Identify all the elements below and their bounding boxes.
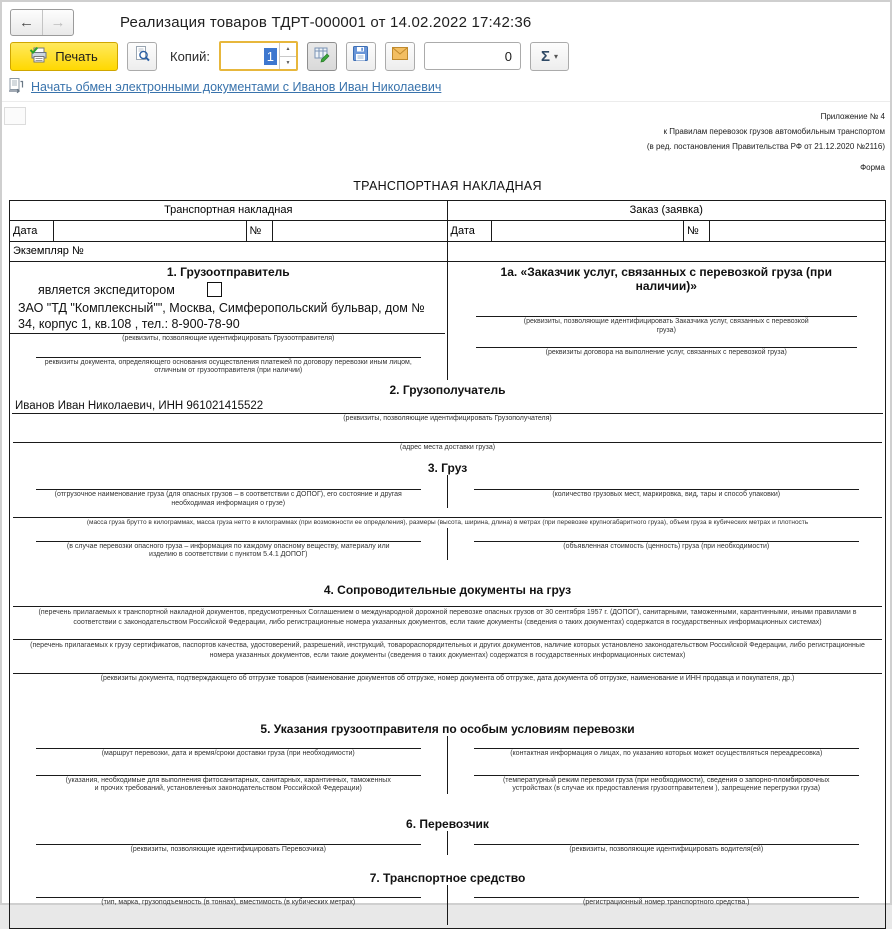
table-pencil-icon (314, 46, 330, 67)
dangerous-cargo-cell (10, 528, 448, 560)
section-3-heading: 3. Груз (427, 461, 468, 475)
chevron-down-icon: ▾ (553, 51, 558, 61)
spin-up-button[interactable] (280, 43, 296, 57)
forward-arrow-icon: → (50, 13, 66, 31)
consignor-value: ЗАО "ТД "Комплексный"", Москва, Симферопольский бульвар, дом № 34, корпус 1, кв.108 , тел.: 8-900-78-90 (10, 300, 445, 334)
vehicle-reg-cell (448, 885, 886, 925)
section-7-vehicle (10, 868, 885, 928)
consignor-column (10, 262, 448, 380)
sum-field[interactable] (424, 42, 521, 70)
cargo-name-cell (10, 475, 448, 508)
driver-cell (448, 831, 886, 855)
cargo-mass-hint: (масса груза брутто в килограммах, масса груза нетто в килограммах (при возможности ее определения), размеры (высота, ширина, длина) в метрах (при перевозке крупногабаритного груза), объем груза в кубических метрах и плотность (86, 519, 809, 526)
declared-value-cell (448, 528, 886, 560)
history-nav (10, 9, 74, 36)
floppy-icon (353, 46, 368, 66)
redirect-contact-cell (448, 736, 886, 759)
section-3-cargo (10, 458, 885, 580)
temperature-hint: (температурный режим перевозки груза (при необходимости), сведения о запорно-пломбировочных устройствах (в случае их предоставления грузоотправителем ), запрещение перегрузки груза) (502, 776, 830, 792)
service-contract-hint: (реквизиты договора на выполнение услуг, связанных с перевозкой груза) (545, 349, 787, 356)
temperature-cell (448, 759, 886, 794)
conditions-row-1 (10, 736, 885, 759)
carrier-hint: (реквизиты, позволяющие идентифицировать Перевозчика) (130, 846, 326, 853)
section-6-heading: 6. Перевозчик (406, 817, 489, 831)
edi-exchange-icon (8, 77, 24, 98)
declared-value-hint: (объявленная стоимость (ценность) груза (при необходимости) (563, 542, 770, 550)
order-header-cell: Заказ (заявка) (629, 204, 703, 216)
number-value-cell (273, 221, 448, 241)
edi-row (2, 76, 890, 101)
shipment-document-hint: (реквизиты документа, подтверждающего об отгрузке товаров (наименование документов об отгрузке, номер документа об отгрузке, дата документа об отгрузке, наименование и ИНН продавца и покупателя, др.) (100, 675, 795, 682)
consignee-hint: (реквизиты, позволяющие идентифицировать Грузополучателя) (343, 415, 552, 422)
section-1a-heading: 1а. «Заказчик услуг, связанных с перевозкой груза (при наличии)» (500, 265, 832, 293)
save-button[interactable] (346, 42, 376, 71)
consignor-payment-hint: реквизиты документа, определяющего основания осуществления платежей по договору перевозки иным лицом, отличным от грузоотправителя (при наличии) (44, 358, 412, 374)
dangerous-cargo-hint: (в случае перевозки опасного груза – информация по каждому опасному веществу, материалу или изделию в соответствии с пунктом 5.4.1 ДОПОГ) (66, 542, 390, 558)
section-5-special-conditions (10, 714, 885, 814)
back-arrow-icon: ← (19, 13, 34, 31)
copy-number-value-cell (448, 242, 886, 261)
sanitary-cell (10, 759, 448, 794)
copy-number-label: Экземпляр № (10, 242, 448, 261)
vehicle-row (10, 885, 885, 925)
service-customer-column (448, 262, 886, 380)
section-4-documents (10, 580, 885, 714)
form-header-row (10, 201, 885, 221)
carrier-row (10, 831, 885, 855)
conditions-row-2 (10, 759, 885, 794)
edition-line: (в ред. постановления Правительства РФ от 21.12.2020 №2116) (646, 142, 885, 151)
print-button-label: Печать (55, 48, 98, 64)
copies-spin-buttons (279, 43, 296, 69)
date-label: Дата (10, 221, 54, 241)
copies-label: Копий: (170, 48, 210, 64)
expeditor-row (10, 279, 447, 300)
cargo-packing-cell (448, 475, 886, 508)
section-2-consignee (10, 380, 885, 458)
adr-documents-hint: (перечень прилагаемых к транспортной накладной документов, предусмотренных Соглашением о международной дорожной перевозке опасных грузов от 30 сентября 1957 г. (ДОПОГ), санитарными, таможенными, карантинными, иными правилами в соответствии с законодательством Российской Федерации, либо регистрационные номера указанных документов, если такие документы (сведения о таких документах) содержатся в государственных информационных системах) (38, 609, 857, 626)
spin-up-icon: ▲ (285, 46, 291, 53)
section-1-heading: 1. Грузоотправитель (166, 265, 290, 279)
appendix-line: Приложение № 4 (820, 112, 885, 121)
page-title: Реализация товаров ТДРТ-000001 от 14.02.2022 17:42:36 (120, 13, 532, 31)
route-cell (10, 736, 448, 759)
driver-hint: (реквизиты, позволяющие идентифицировать водителя(ей) (569, 846, 764, 853)
edit-cells-button[interactable] (307, 42, 337, 71)
preview-button[interactable] (127, 42, 157, 71)
date-value-cell (54, 221, 247, 241)
copy-number-row (10, 242, 885, 262)
sigma-icon: Σ (540, 47, 550, 65)
order-number-label: № (684, 221, 710, 241)
section-4-heading: 4. Сопроводительные документы на груз (323, 583, 572, 597)
section-6-carrier (10, 814, 885, 868)
section-1-consignor (10, 262, 885, 380)
waybill-form (9, 200, 886, 929)
spin-down-button[interactable] (280, 57, 296, 70)
delivery-address-hint: (адрес места доставки груза) (399, 443, 496, 451)
document-title: ТРАНСПОРТНАЯ НАКЛАДНАЯ (353, 179, 542, 193)
printer-icon (30, 47, 48, 66)
form-label: Форма (860, 163, 885, 172)
copies-value: 1 (264, 48, 277, 65)
toolbar (2, 38, 890, 76)
forward-button[interactable] (42, 10, 73, 35)
print-button[interactable] (10, 42, 118, 71)
route-hint: (маршрут перевозки, дата и время/сроки доставки груза (при необходимости) (101, 750, 355, 757)
order-date-label: Дата (448, 221, 492, 241)
number-label: № (247, 221, 273, 241)
expeditor-checkbox (207, 282, 222, 297)
send-mail-button[interactable] (385, 42, 415, 71)
cargo-packing-hint: (количество грузовых мест, маркировка, вид, тары и способ упаковки) (552, 491, 781, 498)
consignee-value: Иванов Иван Николаевич, ИНН 961021415522 (12, 397, 883, 414)
carrier-cell (10, 831, 448, 855)
cargo-row-2 (10, 528, 885, 560)
sum-value: 0 (504, 48, 512, 64)
consignor-hint: (реквизиты, позволяющие идентифицировать Грузоотправителя) (122, 335, 335, 342)
cargo-row-1 (10, 475, 885, 508)
spreadsheet-corner-cell (4, 107, 26, 125)
section-5-heading: 5. Указания грузоотправителя по особым условиям перевозки (260, 722, 635, 736)
redirect-contact-hint: (контактная информация о лицах, по указанию которых может осуществляться переадресовка) (510, 750, 823, 757)
document-header (8, 102, 887, 193)
vehicle-type-cell (10, 885, 448, 925)
envelope-icon (392, 47, 408, 65)
waybill-header-cell: Транспортная накладная (10, 201, 448, 220)
order-number-value-cell (710, 221, 885, 241)
date-number-row (10, 221, 885, 242)
preview-magnifier-icon (134, 46, 150, 67)
sanitary-hint: (указания, необходимые для выполнения фитосанитарных, санитарных, карантинных, таможенных и прочих требований, установленных законодательством Российской Федерации) (65, 776, 391, 792)
spin-down-icon: ▼ (285, 59, 291, 66)
rules-line: к Правилам перевозок грузов автомобильным транспортом (663, 127, 885, 136)
section-7-heading: 7. Транспортное средство (369, 871, 526, 885)
cargo-name-hint: (отгрузочное наименование груза (для опасных грузов – в соответствии с ДОПОГ), его состояние и другая необходимая информация о грузе) (54, 491, 402, 507)
back-button[interactable] (11, 10, 42, 35)
title-bar (2, 2, 890, 38)
vehicle-reg-hint: (регистрационный номер транспортного средства.) (582, 899, 750, 906)
print-preview (2, 101, 890, 906)
order-date-value-cell (492, 221, 685, 241)
sum-functions-button[interactable] (530, 42, 569, 71)
start-edi-exchange-link[interactable]: Начать обмен электронными документами с Иванов Иван Николаевич (31, 80, 442, 94)
copies-spinner[interactable] (219, 41, 298, 71)
copies-input[interactable] (221, 43, 279, 69)
certificates-hint: (перечень прилагаемых к грузу сертификатов, паспортов качества, удостоверений, разрешений, инструкций, товарораспорядительных и других документов, наличие которых установлено законодательством Российской Федерации, либо регистрационные номера указанных документов, если такие документы (сведения о таких документах) содержатся в государственных информационных системах) (30, 642, 865, 659)
section-2-heading: 2. Грузополучатель (389, 383, 506, 397)
service-customer-hint: (реквизиты, позволяющие идентифицировать Заказчика услуг, связанных с перевозкой груза) (523, 318, 809, 334)
expeditor-label: является экспедитором (38, 282, 175, 297)
vehicle-type-hint: (тип, марка, грузоподъемность (в тоннах), вместимость (в кубических метрах) (101, 899, 356, 906)
